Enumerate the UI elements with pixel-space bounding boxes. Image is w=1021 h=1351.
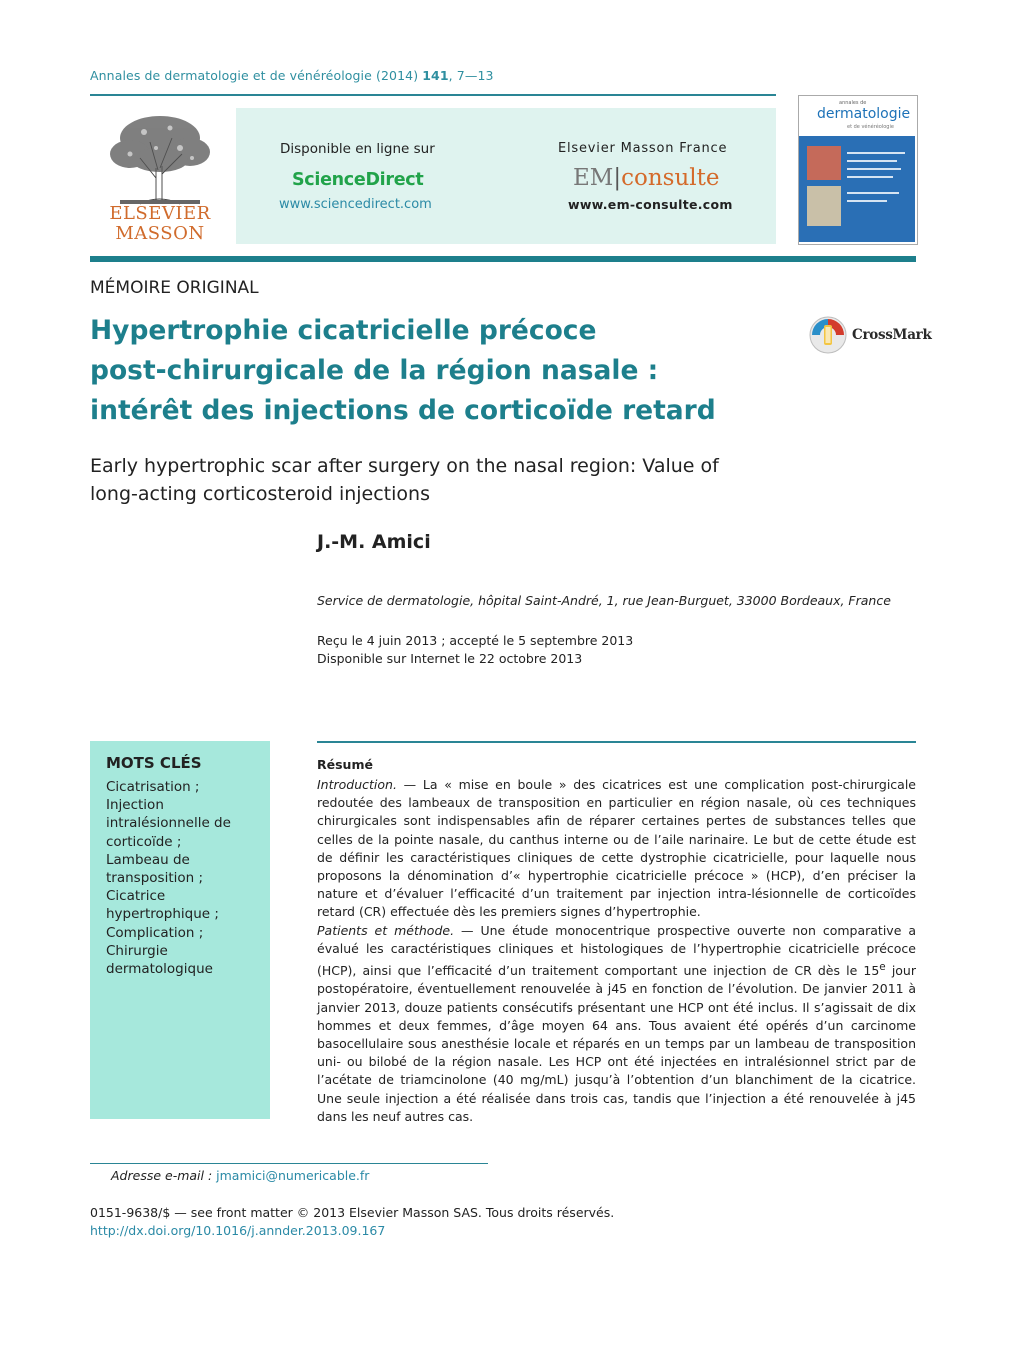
abstract-rule — [317, 741, 916, 743]
journal-pages: , 7—13 — [448, 68, 494, 83]
keyword-line: Chirurgie — [106, 942, 168, 959]
cover-line — [847, 176, 893, 178]
cover-line — [847, 152, 905, 154]
emconsulte-logo[interactable] — [573, 165, 719, 191]
keyword-line: intralésionnelle de — [106, 815, 231, 832]
journal-name: Annales de dermatologie et de vénéréologie — [90, 68, 372, 83]
keyword-line: Lambeau de — [106, 851, 190, 868]
email-link[interactable]: jmamici@numericable.fr — [216, 1168, 370, 1183]
crossmark-label[interactable]: CrossMark — [852, 327, 932, 343]
doi-link[interactable]: http://dx.doi.org/10.1016/j.annder.2013.09.167 — [90, 1223, 386, 1238]
abstract-body — [317, 776, 916, 1126]
journal-citation[interactable] — [90, 68, 494, 83]
abstract-methods — [317, 922, 916, 1126]
emconsulte-logo-separator: | — [613, 165, 622, 191]
author-affiliation: Service de dermatologie, hôpital Saint-André, 1, rue Jean-Burguet, 33000 Bordeaux, France — [317, 593, 891, 608]
abstract-heading: Résumé — [317, 757, 373, 772]
keywords-list — [106, 778, 266, 978]
article-title-en — [90, 452, 810, 508]
sciencedirect-available-label: Disponible en ligne sur — [280, 141, 435, 157]
keyword-line: Cicatrice — [106, 888, 166, 905]
header-rule-top — [90, 94, 776, 96]
keyword-line: dermatologique — [106, 961, 213, 978]
emconsulte-publisher-label: Elsevier Masson France — [558, 141, 728, 156]
cover-line — [847, 160, 897, 162]
online-date: Disponible sur Internet le 22 octobre 2013 — [317, 651, 583, 666]
header-rule-bottom — [90, 256, 916, 262]
title-en-line: Early hypertrophic scar after surgery on the nasal region: Value of — [90, 455, 719, 477]
footnote-email — [111, 1168, 369, 1183]
elsevier-wordmark-line2: MASSON — [115, 223, 205, 244]
title-fr-line: post-chirurgicale de la région nasale : — [90, 355, 659, 386]
cover-top-text: annales de — [839, 100, 867, 106]
article-title-fr — [90, 311, 790, 431]
title-en-line: long-acting corticosteroid injections — [90, 483, 430, 505]
journal-year: (2014) — [376, 68, 419, 83]
cover-subtitle: et de vénéréologie — [847, 124, 894, 130]
methods-text-2: jour postopératoire, éventuellement renouvelée à j45 en fonction de l’évolution. De janvier 2011 à janvier 2013, douze patients consécutifs présentant une HCP ont été inclus. Il s’agissait de dix hommes et deux femmes, d’âge moyen 64 ans. Tous avaient été opérés d’un carcinome basocellulaire sous anesthésie locale et réparés en un temps par un lambeau de transposition uni- ou bilobé de la région nasale. Les HCP ont été injectées en intralésionnel strict par de l’acétate de triamcinolone (40 mg/mL) jusqu’à l’obtention d’un blanchiment de la cicatrice. Une seule injection a été réalisée dans trois cas, tandis que l’injection a été renouvelée à j45 dans les neuf autres cas. — [317, 963, 916, 1124]
emconsulte-logo-em: EM — [573, 165, 614, 191]
section-label: MÉMOIRE ORIGINAL — [90, 278, 259, 298]
cover-line — [847, 168, 901, 170]
cover-line — [847, 200, 887, 202]
keyword-line: hypertrophique ; — [106, 906, 219, 923]
received-dates: Reçu le 4 juin 2013 ; accepté le 5 septembre 2013 — [317, 633, 634, 648]
keyword-line: Injection — [106, 797, 164, 814]
elsevier-wordmark-line1: ELSEVIER — [109, 203, 211, 224]
keyword-line: transposition ; — [106, 870, 204, 887]
elsevier-wordmark — [100, 204, 220, 244]
sciencedirect-logo[interactable]: ScienceDirect — [292, 170, 424, 190]
cover-photo-1 — [807, 146, 841, 180]
intro-text: — La « mise en boule » des cicatrices est une complication post-chirurgicale redoutée des lambeaux de transposition en particulier en région nasale, où ces techniques chirurgicales sont indispensables afin de réparer certaines pertes de substances telles que celles de la pointe nasale, du canthus interne ou de l’aile narinaire. Le but de cette étude est de définir les caractéristiques cliniques de cette dystrophie cicatricielle, pour laquelle nous proposons la dénomination d’« hypertrophie cicatricielle précoce » (HCP), d’en préciser la nature et d’évaluer l’efficacité d’un traitement par injection intra-lésionnelle de corticoïdes retard (CR) effectuée dès les premiers signes d’hypertrophie. — [317, 777, 916, 920]
footnote-rule — [90, 1163, 488, 1164]
elsevier-masson-logo[interactable] — [100, 108, 220, 244]
keywords-title: MOTS CLÉS — [106, 754, 202, 772]
keyword-line: corticoïde ; — [106, 833, 182, 850]
journal-volume: 141 — [422, 68, 449, 83]
author-name[interactable]: J.-M. Amici — [317, 531, 431, 553]
keyword-line: Complication ; — [106, 924, 204, 941]
issn-copyright: 0151-9638/$ — see front matter © 2013 Elsevier Masson SAS. Tous droits réservés. — [90, 1205, 615, 1220]
keyword-line: Cicatrisation ; — [106, 779, 200, 795]
emconsulte-logo-consulte: consulte — [621, 165, 720, 191]
title-fr-line: intérêt des injections de corticoïde retard — [90, 395, 716, 426]
crossmark-icon — [808, 315, 848, 355]
sciencedirect-link[interactable]: www.sciencedirect.com — [279, 197, 432, 212]
cover-photo-2 — [807, 186, 841, 226]
methods-text-1: — Une étude monocentrique prospective ouverte non comparative a évalué les caractéristiques cliniques et histologiques de l’hypertrophie cicatricielle précoce (HCP), ainsi que l’efficacité d’un traitement comportant une injection de CR dès le 15 — [317, 922, 916, 979]
emconsulte-link[interactable]: www.em-consulte.com — [568, 197, 733, 212]
cover-line — [847, 192, 899, 194]
email-label: Adresse e-mail : — [111, 1168, 213, 1183]
intro-label: Introduction. — [317, 777, 397, 792]
methods-label: Patients et méthode. — [317, 922, 455, 938]
cover-title: dermatologie — [817, 106, 911, 122]
title-fr-line: Hypertrophie cicatricielle précoce — [90, 315, 597, 346]
methods-sup: e — [879, 961, 886, 974]
abstract-introduction — [317, 776, 916, 922]
journal-cover[interactable] — [798, 95, 918, 245]
